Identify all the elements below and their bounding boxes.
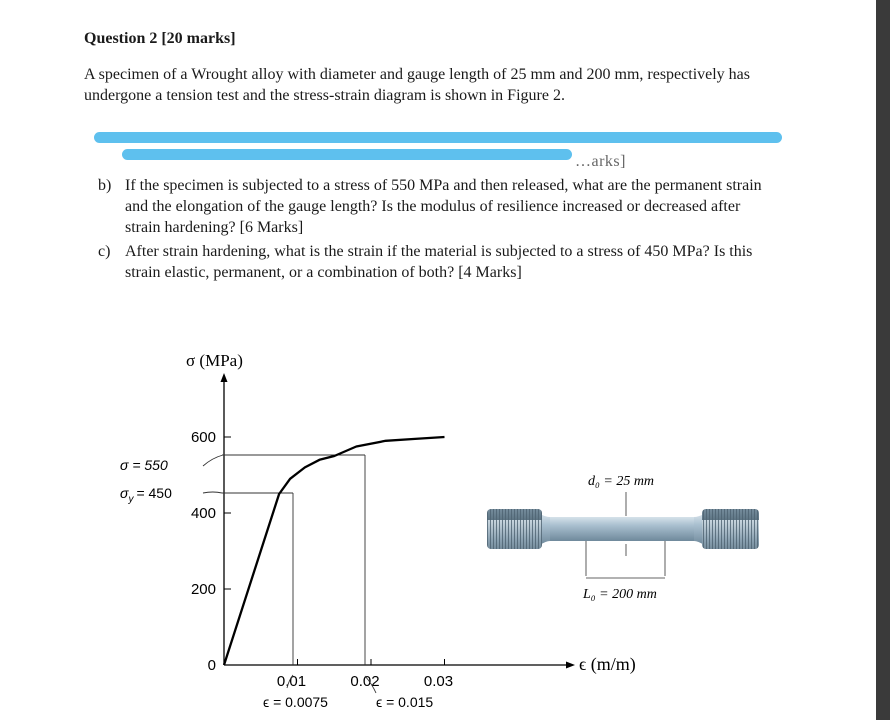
x-tick-label: 0.03 [423,673,454,690]
part-label: b) [98,177,112,194]
x-tick-label: 0.01 [276,673,307,690]
axis-ticks [191,429,453,690]
right-grip-threads [702,509,759,549]
question-title: Question 2 [20 marks] [84,30,236,47]
part-text: If the specimen is subjected to a stress of 550 MPa and then released, what are the permanent strain and the elongation of the gauge length? Is the modulus of resilience increased or decreased after strain hardening? [6 Marks] [125,177,762,236]
eps-0075-label: ϵ = 0.0075 [263,694,328,710]
y-tick-label: 400 [190,505,216,522]
stress-strain-curve [224,437,445,665]
x-tick-label: 0.02 [350,673,380,690]
y-axis-label: σ (MPa) [186,351,243,370]
part-text: After strain hardening, what is the strain if the material is subjected to a stress of 450 MPa? Is this strain elastic, permanent, or a combination of both? [4 Marks] [125,243,753,281]
y-tick-label: 600 [190,429,216,446]
y-tick-label: 0 [207,657,216,674]
x-axis-label: ϵ (m/m) [579,654,636,674]
gauge-label: L₀ = 200 mm [583,587,657,602]
leader-450 [203,492,222,493]
part-label: c) [98,243,111,260]
sigma-550-label: σ = 550 [120,457,168,473]
y-axis-arrow [221,373,228,382]
eps-015-label: ϵ = 0.015 [376,694,434,710]
sigma-y-label: $\sigma_y = 450$ [120,485,172,505]
specimen-bar [548,517,696,541]
x-axis-arrow [566,662,575,669]
left-grip-threads [487,509,542,549]
part-a-fragment: …arks] [575,153,626,170]
leader-550 [203,455,223,466]
y-tick-label: 200 [190,581,216,598]
diameter-label: d₀ = 25 mm [588,474,655,489]
specimen-illustration [487,474,759,602]
question-intro: A specimen of a Wrought alloy with diameter and gauge length of 25 mm and 200 mm, respectively has undergone a tension test and the stress-strain diagram is shown in Figure 2. [84,66,751,104]
